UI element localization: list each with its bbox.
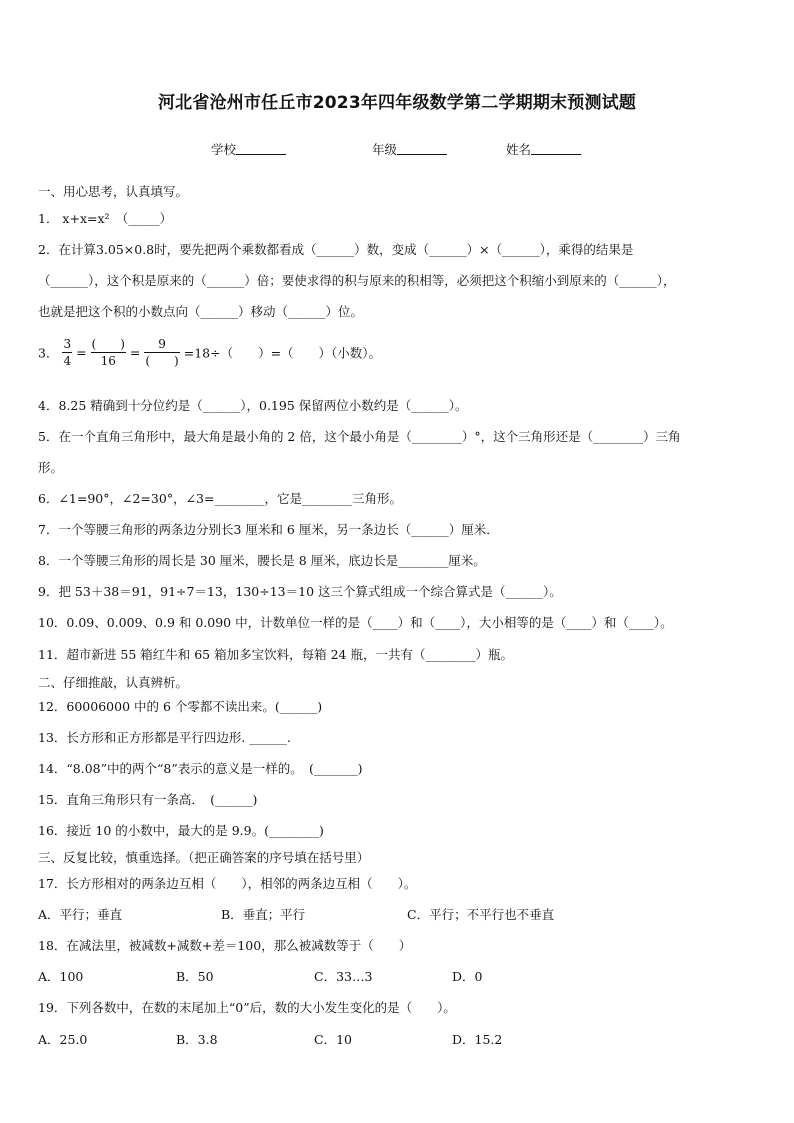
question-5-line-2: 形。 — [38, 460, 64, 475]
page-title: 河北省沧州市任丘市2023年四年级数学第二学期期末预测试题 — [157, 93, 637, 113]
question-18: 18．在减法里，被减数+减数+差＝100，那么被减数等于（ ） — [38, 938, 412, 953]
name-label: 姓名 — [506, 142, 532, 157]
section-3-heading: 三、反复比较，慎重选择。（把正确答案的序号填在括号里） — [38, 850, 370, 865]
school-label: 学校 — [211, 142, 237, 157]
question-8: 8．一个等腰三角形的周长是 30 厘米，腰长是 8 厘米，底边长是________厘米。 — [38, 553, 486, 568]
section-1-heading: 一、用心思考，认真填写。 — [38, 184, 189, 199]
q18-option-b: B．50 — [176, 969, 214, 984]
question-13: 13．长方形和正方形都是平行四边形. ______. — [38, 730, 291, 745]
question-11: 11．超市新进 55 箱红牛和 65 箱加多宝饮料，每箱 24 瓶，一共有（________）瓶。 — [38, 647, 513, 662]
school-field — [211, 140, 286, 158]
q18-option-a: A．100 — [38, 969, 84, 984]
question-9: 9．把 53＋38＝91，91÷7＝13，130÷13＝10 这三个算式组成一个综合算式是（______）。 — [38, 584, 562, 599]
question-10: 10．0.09、0.009、0.9 和 0.090 中，计数单位一样的是（____）和（____），大小相等的是（____）和（____）。 — [38, 615, 673, 630]
question-3: 3． $\frac{3}{4}$ = $\frac{( )}{16}$ = $\frac{9}{( )}$ =18÷（ ）=（ ）（小数）。 — [38, 337, 382, 368]
grade-field — [372, 140, 447, 158]
question-4: 4．8.25 精确到十分位约是（______），0.195 保留两位小数约是（______）。 — [38, 398, 468, 413]
section-2-heading: 二、仔细推敲，认真辨析。 — [38, 675, 189, 690]
q17-option-a: A．平行；垂直 — [38, 907, 123, 922]
question-16: 16．接近 10 的小数中，最大的是 9.9。(________) — [38, 823, 324, 838]
q18-option-c: C．33…3 — [314, 969, 373, 984]
q19-option-b: B．3.8 — [176, 1032, 218, 1047]
name-field — [506, 140, 581, 158]
school-blank — [236, 142, 286, 155]
question-6: 6．∠1=90°，∠2=30°，∠3=________，它是________三角形。 — [38, 491, 402, 506]
q17-option-b: B．垂直；平行 — [221, 907, 306, 922]
question-2-line-1: 2．在计算3.05×0.8时，要先把两个乘数都看成（______）数，变成（______）×（______），乘得的结果是 — [38, 242, 634, 257]
question-3-label: 3． — [38, 345, 59, 361]
q19-option-a: A．25.0 — [38, 1032, 88, 1047]
question-1: 1． x+x=x² （_____） — [38, 211, 173, 226]
question-14: 14．“8.08”中的两个“8”表示的意义是一样的。 (_______) — [38, 761, 363, 776]
question-15: 15．直角三角形只有一条高． (______) — [38, 792, 258, 807]
question-2-line-2: （______），这个积是原来的（______）倍；要使求得的积与原来的积相等，必须把这个积缩小到原来的（______）， — [38, 273, 676, 288]
question-12: 12．60006000 中的 6 个零都不读出来。(______) — [38, 699, 323, 714]
fraction-9-blank: $\frac{9}{( )}$ — [145, 337, 179, 368]
grade-blank — [397, 142, 447, 155]
fraction-blank-16: $\frac{( )}{16}$ — [91, 337, 125, 368]
question-3-tail: =18÷（ ）=（ ）（小数）。 — [183, 345, 382, 361]
question-7: 7．一个等腰三角形的两条边分别长3 厘米和 6 厘米，另一条边长（______）厘米． — [38, 522, 499, 537]
question-5-line-1: 5．在一个直角三角形中，最大角是最小角的 2 倍，这个最小角是（________）°，这个三角形还是（________）三角 — [38, 429, 681, 444]
grade-label: 年级 — [372, 142, 398, 157]
q19-option-c: C．10 — [314, 1032, 352, 1047]
name-blank — [531, 142, 581, 155]
question-2-line-3: 也就是把这个积的小数点向（______）移动（______）位。 — [38, 304, 364, 319]
fraction-3-4: $\frac{3}{4}$ — [63, 337, 72, 368]
q18-option-d: D．0 — [452, 969, 483, 984]
q17-option-c: C．平行；不平行也不垂直 — [407, 907, 555, 922]
q19-option-d: D．15.2 — [452, 1032, 503, 1047]
question-19: 19．下列各数中，在数的末尾加上“0”后，数的大小发生变化的是（ ）。 — [38, 1000, 456, 1015]
question-17: 17．长方形相对的两条边互相（ ），相邻的两条边互相（ ）。 — [38, 876, 417, 891]
